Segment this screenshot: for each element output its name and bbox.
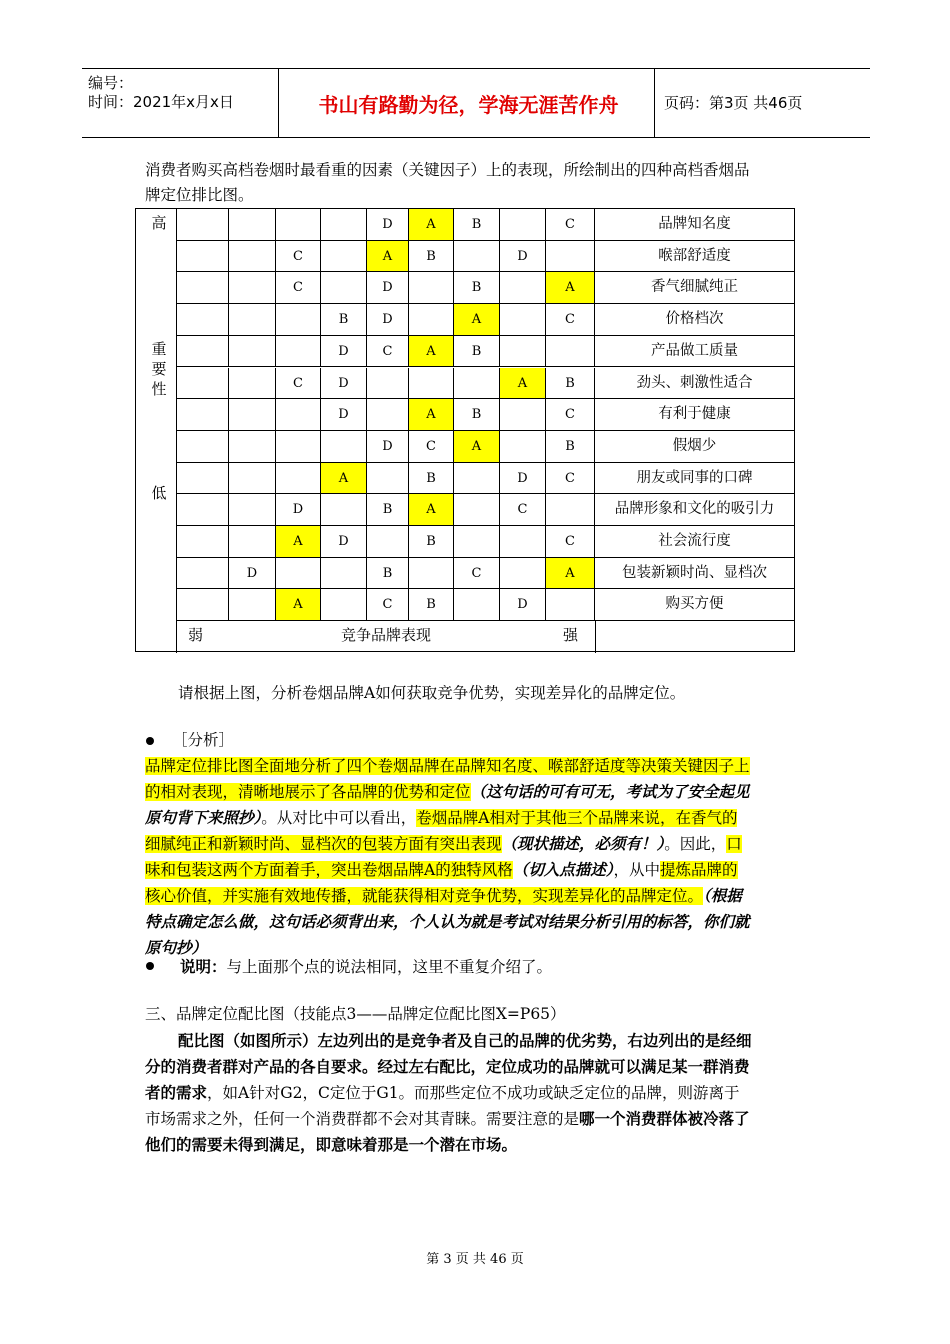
empty-cell xyxy=(367,463,409,495)
bullet-icon xyxy=(146,737,154,745)
brand-cell-a: A xyxy=(276,526,321,558)
analysis-highlight: 口 xyxy=(726,835,742,853)
page-footer: 第 3 页 共 46 页 xyxy=(426,1252,524,1267)
factor-label: 喉部舒适度 xyxy=(595,241,794,273)
empty-cell xyxy=(321,494,367,526)
y-axis-divider xyxy=(176,209,177,653)
brand-cell-c: C xyxy=(367,336,409,368)
empty-cell xyxy=(500,399,546,431)
analysis-highlight: 品牌定位排比图全面地分析了四个卷烟品牌在品牌知名度、喉部舒适度等决策关键因子上 xyxy=(145,757,750,775)
brand-cell-b: B xyxy=(409,241,454,273)
empty-cell xyxy=(229,304,276,336)
empty-cell xyxy=(546,241,595,273)
analysis-comment: （根据 xyxy=(703,886,742,905)
empty-cell xyxy=(321,589,367,621)
section-text: 者的需求 xyxy=(145,1083,208,1102)
factor-label: 朋友或同事的口碑 xyxy=(595,463,794,495)
empty-cell xyxy=(546,589,595,621)
brand-cell-d: D xyxy=(321,526,367,558)
y-axis-char: 性 xyxy=(151,380,167,398)
empty-cell xyxy=(454,526,500,558)
brand-cell-c: C xyxy=(276,241,321,273)
analysis-text: ，从中 xyxy=(613,861,660,879)
brand-cell-d: D xyxy=(321,368,367,400)
intro-line: 牌定位排比图。 xyxy=(145,186,254,204)
brand-cell-d: D xyxy=(500,463,546,495)
empty-cell xyxy=(454,589,500,621)
y-axis-high: 高 xyxy=(151,214,167,232)
factor-divider xyxy=(595,621,596,653)
y-axis-char: 要 xyxy=(151,360,167,378)
empty-cell xyxy=(229,526,276,558)
empty-cell xyxy=(229,336,276,368)
brand-cell-b: B xyxy=(409,463,454,495)
question-text: 请根据上图，分析卷烟品牌A如何获取竞争优势，实现差异化的品牌定位。 xyxy=(178,684,686,702)
brand-cell-a: A xyxy=(454,304,500,336)
empty-cell xyxy=(177,209,229,241)
brand-cell-d: D xyxy=(321,399,367,431)
brand-cell-a: A xyxy=(409,399,454,431)
note-label: 说明： xyxy=(180,957,227,976)
section-text: 他们的需要未得到满足，即意味着那是一个潜在市场。 xyxy=(145,1135,518,1154)
empty-cell xyxy=(367,399,409,431)
section-text: 配比图（如图所示）左边列出的是竞争者及自己的品牌的优劣势，右边列出的是经细 xyxy=(178,1031,752,1050)
brand-cell-c: C xyxy=(276,272,321,304)
empty-cell xyxy=(229,463,276,495)
empty-cell xyxy=(177,272,229,304)
empty-cell xyxy=(276,304,321,336)
factor-label: 品牌知名度 xyxy=(595,209,794,241)
brand-cell-b: B xyxy=(546,431,595,463)
brand-cell-a: A xyxy=(367,241,409,273)
empty-cell xyxy=(367,526,409,558)
header-motto: 书山有路勤为径，学海无涯苦作舟 xyxy=(318,93,619,117)
brand-cell-a: A xyxy=(546,272,595,304)
analysis-text: 。因此， xyxy=(664,835,727,853)
factor-label: 有利于健康 xyxy=(595,399,794,431)
empty-cell xyxy=(177,463,229,495)
empty-cell xyxy=(500,304,546,336)
analysis-comment: （这句话的可有可无，考试为了安全起见 xyxy=(470,782,750,801)
section-text: 市场需求之外，任何一个消费群都不会对其青睐。需要注意的是 xyxy=(145,1110,580,1128)
brand-cell-b: B xyxy=(409,589,454,621)
intro-paragraph xyxy=(145,158,750,208)
brand-cell-c: C xyxy=(409,431,454,463)
empty-cell xyxy=(276,209,321,241)
brand-cell-b: B xyxy=(367,494,409,526)
empty-cell xyxy=(500,272,546,304)
brand-cell-a: A xyxy=(276,589,321,621)
empty-cell xyxy=(500,336,546,368)
brand-cell-a: A xyxy=(454,431,500,463)
factor-label: 价格档次 xyxy=(595,304,794,336)
doc-number: 编号： xyxy=(88,74,134,92)
brand-cell-b: B xyxy=(454,336,500,368)
brand-cell-d: D xyxy=(367,431,409,463)
analysis-heading: ［分析］ xyxy=(172,731,235,749)
doc-date: 时间：2021年x月x日 xyxy=(88,93,234,111)
brand-cell-c: C xyxy=(500,494,546,526)
empty-cell xyxy=(177,304,229,336)
analysis-text: 。从对比中可以看出， xyxy=(261,809,417,827)
empty-cell xyxy=(229,494,276,526)
note-line xyxy=(180,954,552,980)
x-axis-label: 竞争品牌表现 xyxy=(341,626,432,644)
factor-label: 香气细腻纯正 xyxy=(595,272,794,304)
empty-cell xyxy=(177,494,229,526)
empty-cell xyxy=(229,209,276,241)
empty-cell xyxy=(229,399,276,431)
brand-cell-d: D xyxy=(367,304,409,336)
brand-cell-b: B xyxy=(367,558,409,590)
analysis-highlight: 核心价值，并实施有效地传播，就能获得相对竞争优势，实现差异化的品牌定位。 xyxy=(145,887,704,905)
y-axis-low: 低 xyxy=(151,484,167,502)
empty-cell xyxy=(367,368,409,400)
x-axis-weak: 弱 xyxy=(188,626,204,644)
brand-cell-c: C xyxy=(367,589,409,621)
brand-cell-a: A xyxy=(546,558,595,590)
empty-cell xyxy=(229,431,276,463)
analysis-comment: 原句抄） xyxy=(145,938,208,957)
analysis-highlight: 提炼品牌的 xyxy=(659,861,738,879)
empty-cell xyxy=(500,526,546,558)
factor-label: 购买方便 xyxy=(595,589,794,621)
brand-cell-c: C xyxy=(546,304,595,336)
brand-cell-a: A xyxy=(321,463,367,495)
section-text: 分的消费者群对产品的各自要求。经过左右配比，定位成功的品牌就可以满足某一群消费 xyxy=(145,1057,750,1076)
empty-cell xyxy=(454,241,500,273)
empty-cell xyxy=(177,368,229,400)
empty-cell xyxy=(177,558,229,590)
empty-cell xyxy=(229,272,276,304)
empty-cell xyxy=(177,526,229,558)
analysis-paragraph xyxy=(145,754,815,961)
empty-cell xyxy=(546,336,595,368)
factor-label: 劲头、刺激性适合 xyxy=(595,368,794,400)
brand-cell-d: D xyxy=(367,272,409,304)
analysis-comment: （切入点描述） xyxy=(512,860,614,879)
analysis-highlight: 味和包装这两个方面着手，突出卷烟品牌A的独特风格 xyxy=(145,861,513,879)
y-axis-label xyxy=(149,339,169,399)
brand-cell-b: B xyxy=(546,368,595,400)
intro-line: 消费者购买高档卷烟时最看重的因素（关键因子）上的表现，所绘制出的四种高档香烟品 xyxy=(145,161,750,179)
brand-cell-d: D xyxy=(229,558,276,590)
brand-cell-d: D xyxy=(276,494,321,526)
empty-cell xyxy=(500,209,546,241)
empty-cell xyxy=(276,463,321,495)
brand-cell-c: C xyxy=(546,526,595,558)
brand-cell-c: C xyxy=(454,558,500,590)
section-paragraph xyxy=(145,1028,815,1158)
factor-label: 品牌形象和文化的吸引力 xyxy=(595,494,794,526)
empty-cell xyxy=(321,558,367,590)
analysis-comment: （现状描述，必须有！） xyxy=(501,834,665,853)
empty-cell xyxy=(276,336,321,368)
analysis-highlight: 的相对表现，清晰地展示了各品牌的优势和定位 xyxy=(145,783,471,801)
empty-cell xyxy=(321,241,367,273)
empty-cell xyxy=(177,589,229,621)
brand-cell-a: A xyxy=(409,209,454,241)
brand-cell-d: D xyxy=(321,336,367,368)
factor-label: 假烟少 xyxy=(595,431,794,463)
empty-cell xyxy=(500,431,546,463)
empty-cell xyxy=(177,241,229,273)
factor-label: 社会流行度 xyxy=(595,526,794,558)
note-text: 与上面那个点的说法相同，这里不重复介绍了。 xyxy=(226,958,553,976)
y-axis-char: 重 xyxy=(151,340,167,358)
empty-cell xyxy=(409,272,454,304)
empty-cell xyxy=(454,463,500,495)
brand-cell-b: B xyxy=(409,526,454,558)
brand-cell-d: D xyxy=(500,241,546,273)
empty-cell xyxy=(409,558,454,590)
analysis-highlight: 细腻纯正和新颖时尚、显档次的包装方面有突出表现 xyxy=(145,835,502,853)
brand-cell-d: D xyxy=(367,209,409,241)
empty-cell xyxy=(229,368,276,400)
section-title: 三、品牌定位配比图（技能点3——品牌定位配比图X=P65） xyxy=(145,1005,566,1023)
brand-cell-a: A xyxy=(500,368,546,400)
empty-cell xyxy=(321,272,367,304)
empty-cell xyxy=(177,399,229,431)
brand-cell-a: A xyxy=(409,494,454,526)
section-text: 哪一个消费群体被冷落了 xyxy=(579,1109,750,1128)
empty-cell xyxy=(276,431,321,463)
factor-label: 包装新颖时尚、显档次 xyxy=(595,558,794,590)
empty-cell xyxy=(177,336,229,368)
empty-cell xyxy=(454,368,500,400)
positioning-chart xyxy=(135,208,795,652)
brand-cell-c: C xyxy=(276,368,321,400)
brand-cell-c: C xyxy=(546,399,595,431)
empty-cell xyxy=(229,589,276,621)
empty-cell xyxy=(177,431,229,463)
x-axis-strong: 强 xyxy=(563,626,579,644)
page-header xyxy=(82,68,870,138)
analysis-comment: 原句背下来照抄） xyxy=(145,808,262,827)
header-page-info: 页码：第3页 共46页 xyxy=(664,94,803,112)
bullet-icon xyxy=(146,962,154,970)
empty-cell xyxy=(500,558,546,590)
empty-cell xyxy=(229,241,276,273)
empty-cell xyxy=(454,494,500,526)
analysis-comment: 特点确定怎么做，这句话必须背出来，个人认为就是考试对结果分析引用的标答，你们就 xyxy=(145,912,750,931)
brand-cell-b: B xyxy=(454,399,500,431)
brand-cell-b: B xyxy=(321,304,367,336)
header-divider xyxy=(278,69,279,137)
section-text: ，如A针对G2，C定位于G1。而那些定位不成功或缺乏定位的品牌，则游离于 xyxy=(207,1084,740,1102)
brand-cell-c: C xyxy=(546,209,595,241)
empty-cell xyxy=(276,558,321,590)
brand-cell-d: D xyxy=(500,589,546,621)
empty-cell xyxy=(409,304,454,336)
empty-cell xyxy=(321,431,367,463)
empty-cell xyxy=(409,368,454,400)
brand-cell-b: B xyxy=(454,209,500,241)
empty-cell xyxy=(546,494,595,526)
brand-cell-b: B xyxy=(454,272,500,304)
empty-cell xyxy=(321,209,367,241)
brand-cell-c: C xyxy=(546,463,595,495)
brand-cell-a: A xyxy=(409,336,454,368)
empty-cell xyxy=(276,399,321,431)
factor-label: 产品做工质量 xyxy=(595,336,794,368)
analysis-highlight: 卷烟品牌A相对于其他三个品牌来说，在香气的 xyxy=(416,809,738,827)
